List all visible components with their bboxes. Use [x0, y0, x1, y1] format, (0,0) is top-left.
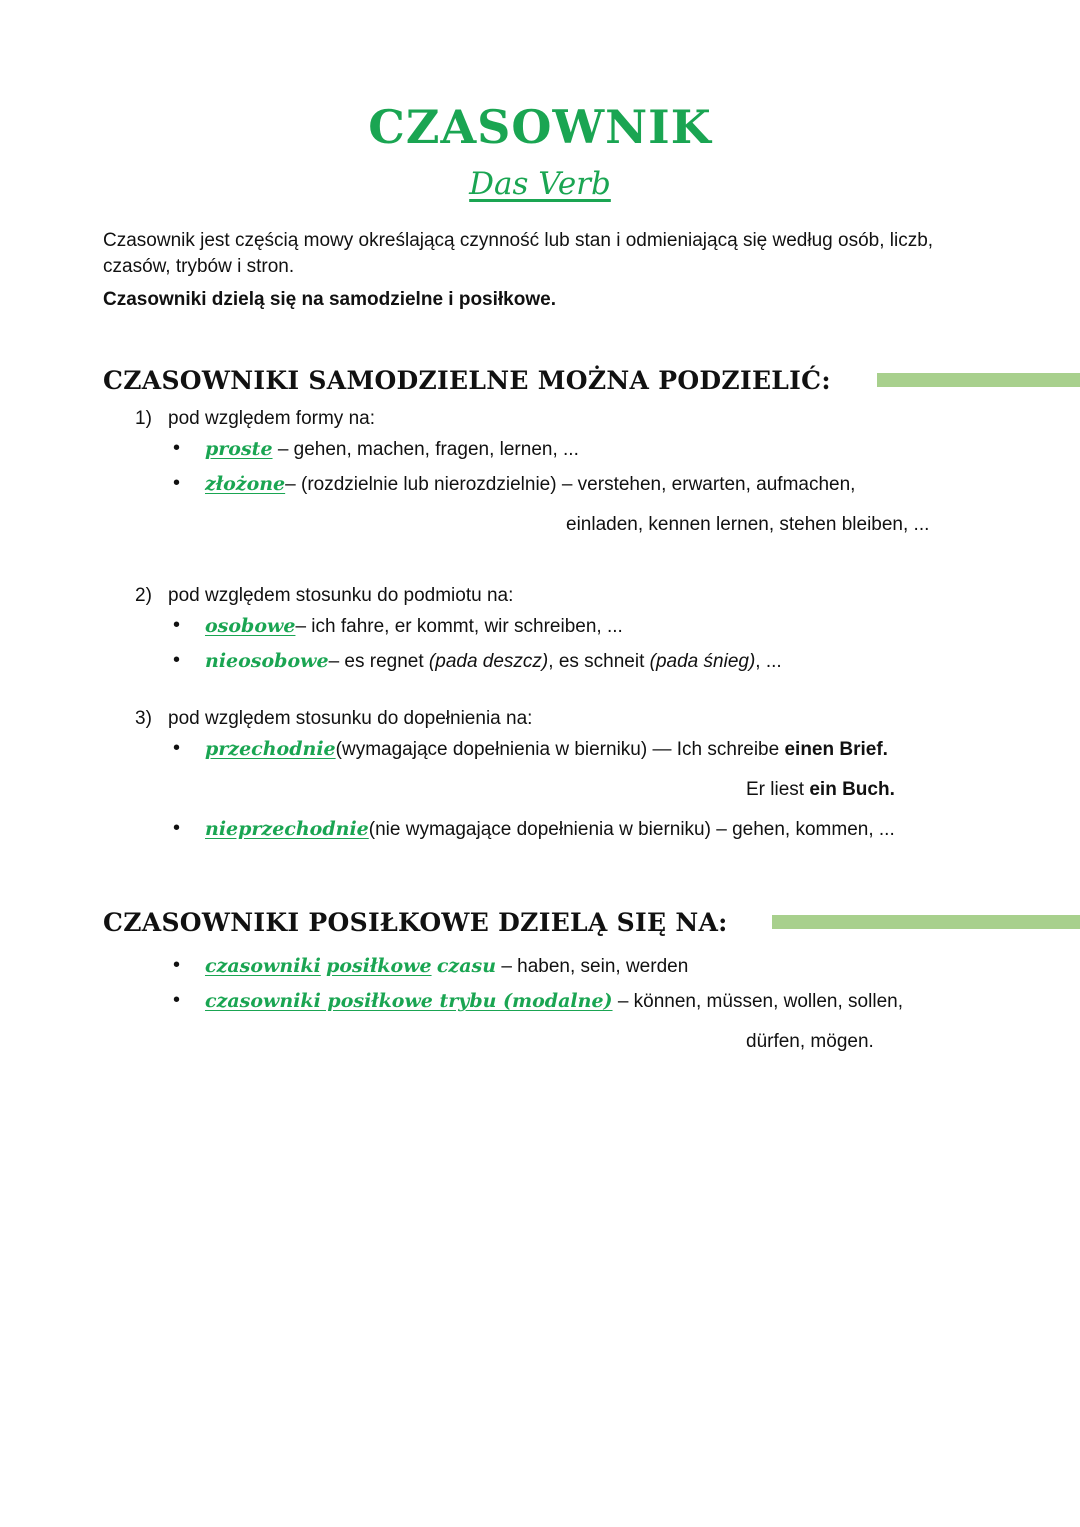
- page-subtitle: Das Verb: [469, 166, 611, 202]
- example-bold: ein Buch.: [809, 779, 895, 800]
- item-text: , ...: [755, 651, 782, 672]
- group1-label: pod względem formy na:: [168, 408, 375, 429]
- item-text: – es regnet: [328, 651, 429, 672]
- group3-number: 3): [135, 708, 152, 729]
- term-modalne: czasowniki posiłkowe trybu (modalne): [205, 990, 613, 1012]
- term-czasowniki: czasowniki: [205, 955, 321, 977]
- item-text: – ich fahre, er kommt, wir schreiben, ...: [295, 616, 623, 637]
- item-text: – (rozdzielnie lub nierozdzielnie) – verstehen, erwarten, aufmachen,: [285, 474, 856, 495]
- group2-label: pod względem stosunku do podmiotu na:: [168, 585, 514, 606]
- intro-division: Czasowniki dzielą się na samodzielne i posiłkowe.: [103, 289, 556, 310]
- list-item: [205, 955, 688, 978]
- item-text: – können, müssen, wollen, sollen,: [617, 991, 903, 1012]
- bullet: •: [173, 614, 181, 636]
- item-continuation: dürfen, mögen.: [746, 1031, 874, 1052]
- item-continuation: [746, 779, 895, 801]
- bullet: •: [173, 649, 181, 671]
- bullet: •: [173, 817, 181, 839]
- bullet: •: [173, 737, 181, 759]
- bullet: •: [173, 437, 181, 459]
- list-item: [205, 738, 888, 761]
- term-proste: proste: [205, 438, 273, 460]
- group1-number: 1): [135, 408, 152, 429]
- section2-heading-bar: [772, 915, 1080, 929]
- list-item: [205, 990, 903, 1013]
- term-nieosobowe: nieosobowe: [205, 650, 329, 672]
- group2-number: 2): [135, 585, 152, 606]
- item-text: , es schneit: [548, 651, 650, 672]
- term-posilkowe: posiłkowe: [326, 955, 432, 977]
- item-text: (nie wymagające dopełnienia w bierniku) – gehen, kommen, ...: [368, 819, 895, 840]
- term-czasu: czasu: [436, 955, 497, 977]
- item-text: – haben, sein, werden: [501, 956, 689, 977]
- item-text: Er liest: [746, 779, 810, 800]
- bullet: •: [173, 472, 181, 494]
- example-bold: einen Brief.: [784, 739, 888, 760]
- term-zlozone: złożone: [205, 473, 286, 495]
- list-item: [205, 615, 623, 638]
- item-text: – gehen, machen, fragen, lernen, ...: [277, 439, 579, 460]
- intro-definition: Czasownik jest częścią mowy określającą czynność lub stan i odmieniającą się według osób, liczb, czasów, trybów i stron.: [103, 230, 934, 277]
- section1-heading-bar: [877, 373, 1080, 387]
- item-continuation: einladen, kennen lernen, stehen bleiben, ...: [566, 514, 930, 535]
- translation: (pada deszcz): [428, 651, 549, 672]
- section1-heading: CZASOWNIKI SAMODZIELNE MOŻNA PODZIELIĆ:: [103, 366, 831, 395]
- term-osobowe: osobowe: [205, 615, 296, 637]
- bullet: •: [173, 989, 181, 1011]
- list-item: [205, 818, 895, 841]
- page-title: CZASOWNIK: [368, 100, 712, 154]
- section2-heading: CZASOWNIKI POSIŁKOWE DZIELĄ SIĘ NA:: [103, 908, 728, 937]
- term-przechodnie: przechodnie: [205, 738, 336, 760]
- translation: (pada śnieg): [649, 651, 756, 672]
- item-text: (wymagające dopełnienia w bierniku) — Ich schreibe: [335, 739, 785, 760]
- group3-label: pod względem stosunku do dopełnienia na:: [168, 708, 533, 729]
- bullet: •: [173, 954, 181, 976]
- list-item: [205, 650, 782, 673]
- list-item: [205, 438, 579, 461]
- term-nieprzechodnie: nieprzechodnie: [205, 818, 369, 840]
- list-item: [205, 473, 855, 496]
